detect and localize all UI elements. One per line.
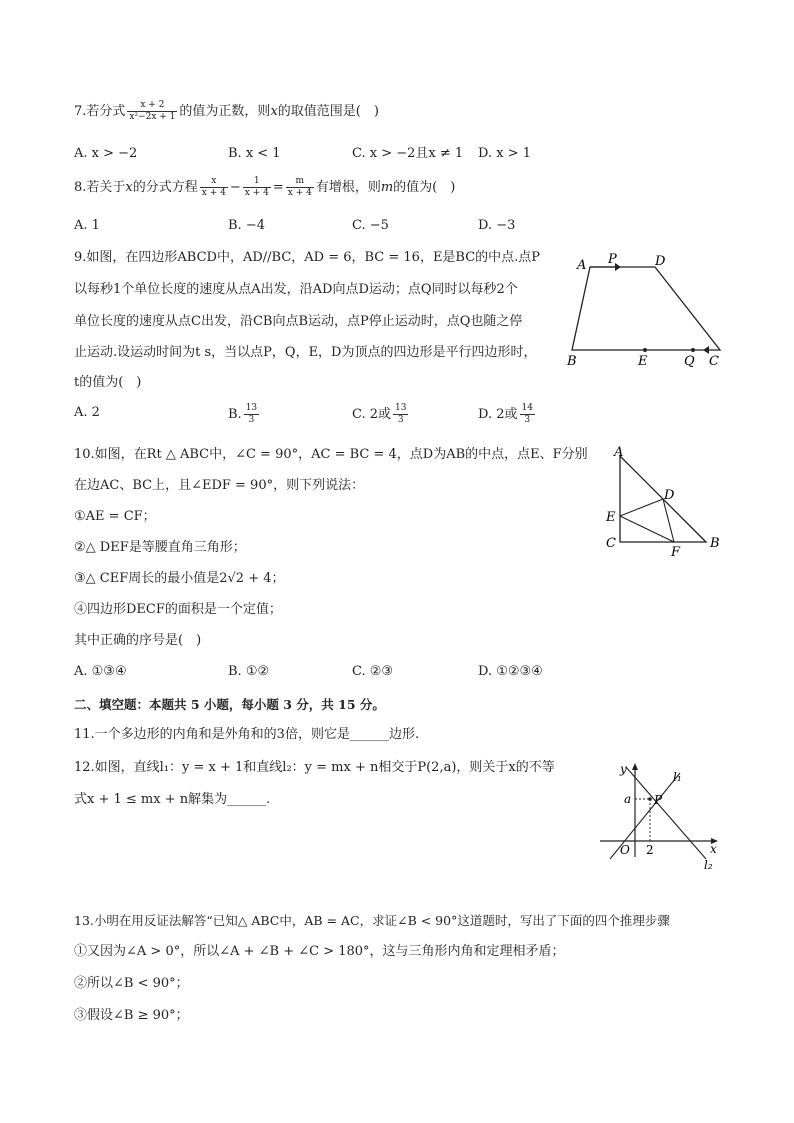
q10-option-d: D. ①②③④	[478, 664, 543, 679]
q9-label-c: C	[709, 354, 719, 369]
q9-option-c	[352, 403, 410, 426]
q7-stem	[74, 100, 379, 123]
q13-line-1: 13.小明在用反证法解答“已知△ ABC中，AB = AC，求证∠B < 90°这道题时，写出了下面的四个推理步骤	[74, 913, 670, 928]
q12-label-l1: l₁	[673, 770, 682, 784]
q10-figure	[600, 440, 730, 560]
q8-minus: −	[229, 180, 241, 195]
q12-label-p: P	[654, 793, 663, 807]
q7-option-b: B. x < 1	[228, 146, 281, 161]
q8-fraction-3	[286, 176, 314, 199]
q9-trapezoid	[572, 267, 720, 350]
q8-f1-den: x + 4	[201, 188, 226, 198]
q12-point-p	[648, 797, 652, 801]
q9-figure	[560, 250, 730, 375]
q10-option-c: C. ②③	[352, 664, 394, 679]
q10-label-d: D	[664, 488, 675, 503]
q8-pre: 8.若关于	[74, 180, 126, 195]
q12-line-l2	[626, 767, 706, 859]
q8-var2: m	[380, 180, 394, 195]
q9-point-e	[643, 348, 647, 352]
q8-post-a: 有增根，则	[315, 180, 381, 195]
q13-step-3: ③假设∠B ≥ 90°；	[74, 1008, 189, 1023]
q7-option-a: A. x > −2	[74, 146, 138, 161]
q9-opt-c-den: 3	[397, 415, 404, 425]
q12-label-x: x	[710, 842, 717, 856]
q8-post-b: 的值为( )	[393, 180, 456, 195]
q7-fraction-den: x²−2x + 1	[129, 112, 176, 122]
q9-arrow-q-head	[703, 346, 709, 354]
section-2-title: 二、填空题：本题共 5 小题，每小题 3 分，共 15 分。	[74, 697, 385, 712]
q8-f3-num: m	[286, 176, 314, 188]
q9-option-d	[478, 403, 537, 426]
q10-segment-ef	[620, 516, 674, 542]
q9-opt-b-den: 3	[248, 415, 255, 425]
q13-step-1: ①又因为∠A > 0°，所以∠A + ∠B + ∠C > 180°，这与三角形内角和定理相矛盾；	[74, 944, 565, 959]
q8-var: x	[125, 180, 133, 195]
q9-label-b: B	[567, 354, 577, 369]
q9-line-2: 以每秒1个单位长度的速度从点A出发，沿AD向点D运动；点Q同时以每秒2个	[74, 282, 518, 297]
q9-opt-b-num: 13	[245, 403, 258, 413]
q9-opt-d-num: 14	[521, 403, 533, 413]
q10-segment-ed	[620, 499, 663, 516]
q12-line-1: 12.如图，直线l₁：y = x + 1和直线l₂：y = mx + n相交于P(2,a)，则关于x的不等	[74, 760, 555, 775]
q10-item-2: ②△ DEF是等腰直角三角形；	[74, 540, 246, 555]
q10-option-a: A. ①③④	[74, 664, 127, 679]
q9-label-p: P	[608, 252, 617, 267]
q7-option-d: D. x > 1	[478, 146, 531, 161]
q9-opt-c-frac	[393, 403, 408, 426]
q8-stem	[74, 176, 455, 199]
q9-label-e: E	[638, 354, 648, 369]
q7-fraction-num: x + 2	[127, 100, 177, 112]
q9-line-1: 9.如图，在四边形ABCD中，AD//BC，AD = 6，BC = 16，E是BC的中点.点P	[74, 250, 541, 265]
q8-fraction-1	[200, 176, 228, 199]
q13-step-2: ②所以∠B < 90°；	[74, 976, 189, 991]
q10-item-3: ③△ CEF周长的最小值是2√2 + 4；	[74, 571, 285, 586]
q10-label-e: E	[606, 510, 616, 525]
q11-text: 11.一个多边形的内角和是外角和的3倍，则它是______边形.	[74, 727, 420, 742]
q7-post-a: 的值为正数，则	[179, 104, 271, 119]
q7-pre: 7.若分式	[74, 104, 126, 119]
q9-opt-d-den: 3	[524, 415, 531, 425]
q8-option-b: B. −4	[228, 218, 265, 233]
q12-label-o: O	[620, 843, 630, 857]
q10-item-4: ④四边形DECF的面积是一个定值；	[74, 602, 282, 617]
q8-fraction-2	[243, 176, 271, 199]
q9-label-a: A	[577, 258, 587, 273]
q7-post-b: 的取值范围是( )	[277, 104, 379, 119]
q9-opt-b-prefix: B.	[228, 407, 242, 422]
q9-option-a: A. 2	[74, 405, 100, 420]
q10-label-c: C	[606, 536, 616, 551]
q9-opt-d-frac	[520, 403, 535, 426]
q7-var: x	[270, 104, 278, 119]
q9-label-d: D	[655, 254, 666, 269]
q8-option-c: C. −5	[352, 218, 389, 233]
q12-figure	[598, 755, 728, 873]
q10-option-b: B. ①②	[228, 664, 270, 679]
q10-question: 其中正确的序号是( )	[74, 633, 202, 648]
q10-item-1: ①AE = CF；	[74, 509, 156, 524]
q9-line-3: 单位长度的速度从点C出发，沿CB向点B运动，点P停止运动时，点Q也随之停	[74, 314, 523, 329]
q9-opt-b-frac	[244, 403, 259, 426]
q9-label-q: Q	[684, 354, 695, 369]
q10-segment-df	[663, 499, 674, 542]
q8-mid: 的分式方程	[132, 180, 198, 195]
q9-line-4: 止运动.设运动时间为t s，当以点P，Q，E，D为顶点的四边形是平行四边形时，	[74, 345, 537, 360]
q7-fraction	[127, 100, 177, 123]
q9-opt-c-num: 13	[395, 403, 407, 413]
q8-option-d: D. −3	[478, 218, 516, 233]
q9-opt-d-prefix: D. 2或	[478, 407, 518, 422]
q10-line-1: 10.如图，在Rt △ ABC中，∠C = 90°，AC = BC = 4，点D为AB的中点，点E、F分别	[74, 447, 588, 462]
q9-line-5: t的值为( )	[74, 375, 142, 390]
q12-label-l2: l₂	[704, 858, 713, 872]
q12-label-2: 2	[646, 843, 654, 857]
q8-f3-den: x + 4	[287, 188, 312, 198]
q7-option-c: C. x > −2且x ≠ 1	[352, 146, 464, 161]
q8-option-a: A. 1	[74, 218, 100, 233]
q10-label-f: F	[671, 545, 681, 560]
q12-label-a: a	[624, 792, 632, 806]
q10-line-2: 在边AC、BC上，且∠EDF = 90°，则下列说法：	[74, 478, 365, 493]
q8-f2-num: 1	[243, 176, 271, 188]
q12-y-arrow	[632, 763, 638, 770]
q9-opt-c-prefix: C. 2或	[352, 407, 392, 422]
q10-label-a: A	[614, 445, 624, 460]
q8-f1-num: x	[200, 176, 228, 188]
q8-f2-den: x + 4	[244, 188, 269, 198]
q12-label-y: y	[620, 762, 627, 776]
q9-point-q	[691, 348, 695, 352]
q9-option-b	[228, 403, 261, 426]
q8-eq: =	[272, 180, 284, 195]
q10-label-b: B	[710, 536, 720, 551]
q12-line-2: 式x + 1 ≤ mx + n解集为______.	[74, 792, 271, 807]
